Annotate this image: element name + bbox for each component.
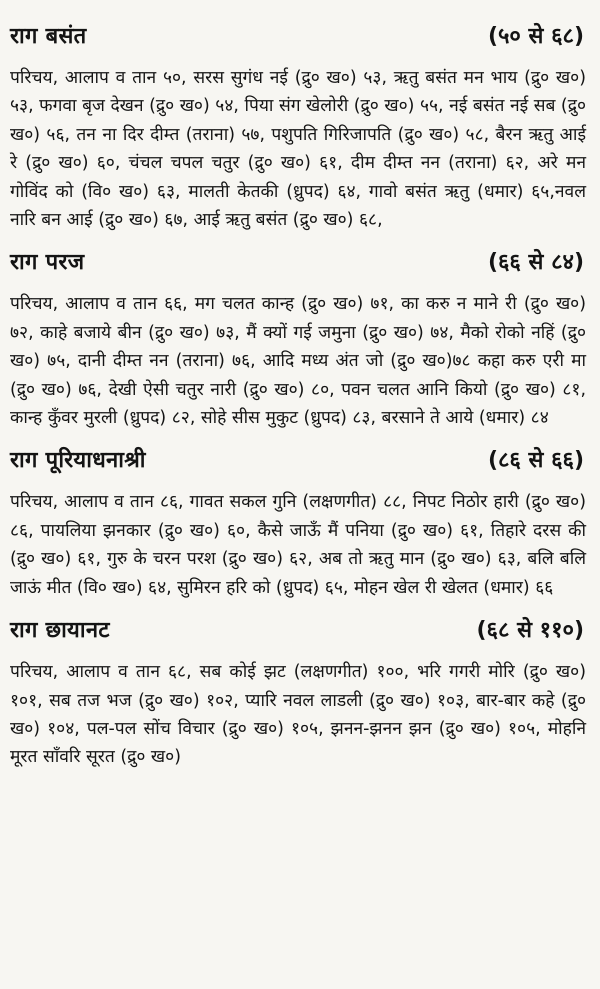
section-raag-basant	[10, 22, 586, 234]
section-contents: परिचय, आलाप व तान ५०, सरस सुगंध नई (द्रु० ख०) ५३, ऋतु बसंत मन भाय (द्रु० ख०) ५३, फगवा बृज देखन (द्रु० ख०) ५४, पिया संग खेलोरी (द्रु० ख०) ५५, नई बसंत नई सब (द्रु० ख०) ५६, तन ना दिर दीम्त (तराना) ५७, पशुपति गिरिजापति (द्रु० ख०) ५८, बैरन ऋतु आई रे (द्रु० ख०) ६०, चंचल चपल चतुर (द्रु० ख०) ६१, दीम दीम्त नन (तराना) ६२, अरे मन गोविंद को (वि० ख०) ६३, मालती केतकी (ध्रुपद) ६४, गावो बसंत ऋतु (धमार) ६५,नवल नारि बन आई (द्रु० ख०) ६७, आई ऋतु बसंत (द्रु० ख०) ६८,	[10, 68, 586, 231]
section-title: राग पूरियाधनाश्री	[10, 448, 146, 474]
section-heading	[10, 446, 586, 476]
section-contents: परिचय, आलाप व तान ६८, सब कोई झट (लक्षणगीत) १००, भरि गगरी मोरि (द्रु० ख०) १०१, सब तज भज (द्रु० ख०) १०२, प्यारि नवल लाडली (द्रु० ख०) १०३, बार-बार कहे (द्रु० ख०) १०४, पल-पल सोंच विचार (द्रु० ख०) १०५, झनन-झनन झन (द्रु० ख०) १०५, मोहनि मूरत साँवरि सूरत (द्रु० ख०)	[10, 662, 586, 768]
section-raag-puriyadhanashri	[10, 446, 586, 602]
page-range: (५० से ६८)	[487, 24, 584, 49]
section-contents: परिचय, आलाप व तान ८६, गावत सकल गुनि (लक्षणगीत) ८८, निपट निठोर हारी (द्रु० ख०) ८६, पायलिया झनकार (द्रु० ख०) ६०, कैसे जाऊँ मैं पनिया (द्रु० ख०) ६१, तिहारे दरस की (द्रु० ख०) ६१, गुरु के चरन परश (द्रु० ख०) ६२, अब तो ऋतु मान (द्रु० ख०) ६३, बलि बलि जाऊं मीत (वि० ख०) ६४, सुमिरन हरि को (ध्रुपद) ६५, मोहन खेल री खेलत (धमार) ६६	[10, 492, 586, 598]
page-range: (८६ से ६६)	[487, 448, 584, 474]
page-range: (६६ से ८४)	[487, 250, 584, 276]
page-range: (६८ से ११०)	[476, 618, 584, 644]
section-contents: परिचय, आलाप व तान ६६, मग चलत कान्ह (द्रु० ख०) ७१, का करु न माने री (द्रु० ख०) ७२, काहे बजाये बीन (द्रु० ख०) ७३, मैं क्यों गई जमुना (द्रु० ख०) ७४, मैको रोको नहिं (द्रु० ख०) ७५, दानी दीम्त नन (तराना) ७६, आदि मध्य अंत जो (द्रु० ख०)७८ कहा करु एरी मा (द्रु० ख०) ७६, देखी ऐसी चतुर नारी (द्रु० ख०) ८०, पवन चलत आनि कियो (द्रु० ख०) ८१, कान्ह कुँवर मुरली (ध्रुपद) ८२, सोहे सीस मुकुट (ध्रुपद) ८३, बरसाने ते आये (धमार) ८४	[10, 294, 586, 429]
section-heading	[10, 22, 586, 52]
section-heading	[10, 248, 586, 278]
section-raag-chhayanat	[10, 616, 586, 772]
section-raag-paraj	[10, 248, 586, 432]
section-title: राग परज	[10, 250, 85, 276]
section-heading	[10, 616, 586, 646]
section-title: राग बसंत	[10, 24, 87, 49]
section-title: राग छायानट	[10, 618, 110, 644]
